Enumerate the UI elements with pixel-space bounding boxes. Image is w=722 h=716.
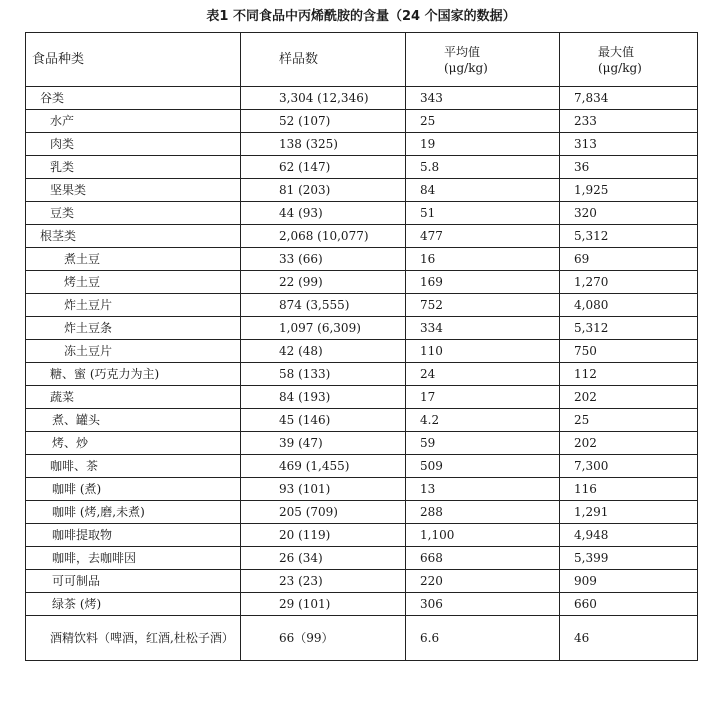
cell-category: 咖啡提取物	[26, 524, 241, 547]
table-row	[26, 570, 698, 593]
header-mean	[406, 33, 560, 87]
cell-category: 乳类	[26, 156, 241, 179]
cell-category: 煮土豆	[26, 248, 241, 271]
cell-samples: 1,097 (6,309)	[241, 317, 406, 340]
cell-category: 绿茶 (烤)	[26, 593, 241, 616]
cell-samples: 62 (147)	[241, 156, 406, 179]
cell-max: 4,948	[560, 524, 698, 547]
cell-mean: 288	[406, 501, 560, 524]
table-row	[26, 478, 698, 501]
cell-mean: 84	[406, 179, 560, 202]
cell-category: 烤土豆	[26, 271, 241, 294]
cell-max: 202	[560, 386, 698, 409]
cell-mean: 19	[406, 133, 560, 156]
cell-category: 烤、炒	[26, 432, 241, 455]
cell-max: 7,300	[560, 455, 698, 478]
acrylamide-table	[25, 32, 698, 661]
table-row	[26, 616, 698, 661]
table-title: 表1 不同食品中丙烯酰胺的含量（24 个国家的数据）	[206, 9, 516, 24]
cell-max: 1,291	[560, 501, 698, 524]
cell-mean: 169	[406, 271, 560, 294]
table-row	[26, 547, 698, 570]
header-max	[560, 33, 698, 87]
cell-samples: 23 (23)	[241, 570, 406, 593]
table-row	[26, 179, 698, 202]
cell-max: 36	[560, 156, 698, 179]
cell-samples: 469 (1,455)	[241, 455, 406, 478]
cell-category: 咖啡 (烤,磨,未煮)	[26, 501, 241, 524]
header-category: 食品种类	[26, 33, 241, 87]
cell-max: 233	[560, 110, 698, 133]
cell-mean: 110	[406, 340, 560, 363]
cell-mean: 334	[406, 317, 560, 340]
cell-category: 炸土豆条	[26, 317, 241, 340]
cell-mean: 24	[406, 363, 560, 386]
header-mean-label: 平均值	[444, 44, 481, 59]
cell-samples: 45 (146)	[241, 409, 406, 432]
table-row	[26, 386, 698, 409]
cell-max: 4,080	[560, 294, 698, 317]
cell-category: 煮、罐头	[26, 409, 241, 432]
table-row	[26, 156, 698, 179]
cell-category: 咖啡 (煮)	[26, 478, 241, 501]
header-samples: 样品数	[241, 33, 406, 87]
cell-mean: 752	[406, 294, 560, 317]
cell-samples: 44 (93)	[241, 202, 406, 225]
cell-max: 112	[560, 363, 698, 386]
cell-max: 1,270	[560, 271, 698, 294]
table-row	[26, 225, 698, 248]
cell-max: 660	[560, 593, 698, 616]
table-row	[26, 202, 698, 225]
header-max-label: 最大值	[598, 44, 635, 59]
cell-category: 咖啡，去咖啡因	[26, 547, 241, 570]
cell-category: 蔬菜	[26, 386, 241, 409]
cell-category: 坚果类	[26, 179, 241, 202]
cell-mean: 4.2	[406, 409, 560, 432]
cell-mean: 5.8	[406, 156, 560, 179]
cell-samples: 42 (48)	[241, 340, 406, 363]
cell-mean: 668	[406, 547, 560, 570]
cell-samples: 205 (709)	[241, 501, 406, 524]
table-row	[26, 524, 698, 547]
cell-samples: 58 (133)	[241, 363, 406, 386]
cell-mean: 13	[406, 478, 560, 501]
cell-max: 5,312	[560, 317, 698, 340]
cell-category: 水产	[26, 110, 241, 133]
cell-samples: 84 (193)	[241, 386, 406, 409]
cell-max: 750	[560, 340, 698, 363]
cell-samples: 22 (99)	[241, 271, 406, 294]
table-row	[26, 409, 698, 432]
cell-mean: 51	[406, 202, 560, 225]
cell-mean: 220	[406, 570, 560, 593]
cell-max: 5,312	[560, 225, 698, 248]
cell-samples: 138 (325)	[241, 133, 406, 156]
table-row	[26, 501, 698, 524]
cell-mean: 16	[406, 248, 560, 271]
table-row	[26, 110, 698, 133]
cell-samples: 33 (66)	[241, 248, 406, 271]
table-row	[26, 87, 698, 110]
cell-samples: 66（99）	[241, 616, 406, 661]
cell-category: 冻土豆片	[26, 340, 241, 363]
cell-category: 炸土豆片	[26, 294, 241, 317]
table-row	[26, 271, 698, 294]
cell-category: 酒精饮料（啤酒，红酒,杜松子酒）	[26, 616, 241, 661]
cell-mean: 509	[406, 455, 560, 478]
cell-mean: 59	[406, 432, 560, 455]
table-row	[26, 133, 698, 156]
cell-mean: 1,100	[406, 524, 560, 547]
cell-samples: 81 (203)	[241, 179, 406, 202]
table-row	[26, 340, 698, 363]
cell-mean: 6.6	[406, 616, 560, 661]
cell-category: 咖啡、茶	[26, 455, 241, 478]
cell-samples: 2,068 (10,077)	[241, 225, 406, 248]
cell-max: 1,925	[560, 179, 698, 202]
cell-max: 320	[560, 202, 698, 225]
cell-category: 谷类	[26, 87, 241, 110]
cell-samples: 39 (47)	[241, 432, 406, 455]
cell-mean: 343	[406, 87, 560, 110]
cell-samples: 20 (119)	[241, 524, 406, 547]
cell-max: 46	[560, 616, 698, 661]
table-header-row	[26, 33, 698, 87]
cell-samples: 3,304 (12,346)	[241, 87, 406, 110]
cell-samples: 26 (34)	[241, 547, 406, 570]
cell-samples: 93 (101)	[241, 478, 406, 501]
cell-max: 25	[560, 409, 698, 432]
table-row	[26, 455, 698, 478]
cell-category: 可可制品	[26, 570, 241, 593]
table-row	[26, 593, 698, 616]
cell-mean: 477	[406, 225, 560, 248]
cell-max: 69	[560, 248, 698, 271]
cell-max: 202	[560, 432, 698, 455]
cell-samples: 29 (101)	[241, 593, 406, 616]
table-row	[26, 317, 698, 340]
cell-category: 糖、蜜 (巧克力为主)	[26, 363, 241, 386]
table-row	[26, 432, 698, 455]
cell-category: 根茎类	[26, 225, 241, 248]
cell-max: 909	[560, 570, 698, 593]
cell-category: 肉类	[26, 133, 241, 156]
header-mean-unit: (μg/kg)	[444, 60, 488, 75]
cell-max: 116	[560, 478, 698, 501]
cell-mean: 25	[406, 110, 560, 133]
cell-mean: 17	[406, 386, 560, 409]
cell-samples: 52 (107)	[241, 110, 406, 133]
header-max-unit: (μg/kg)	[598, 60, 642, 75]
cell-max: 313	[560, 133, 698, 156]
cell-mean: 306	[406, 593, 560, 616]
table-row	[26, 248, 698, 271]
cell-category: 豆类	[26, 202, 241, 225]
cell-max: 7,834	[560, 87, 698, 110]
cell-samples: 874 (3,555)	[241, 294, 406, 317]
table-row	[26, 294, 698, 317]
cell-max: 5,399	[560, 547, 698, 570]
table-row	[26, 363, 698, 386]
